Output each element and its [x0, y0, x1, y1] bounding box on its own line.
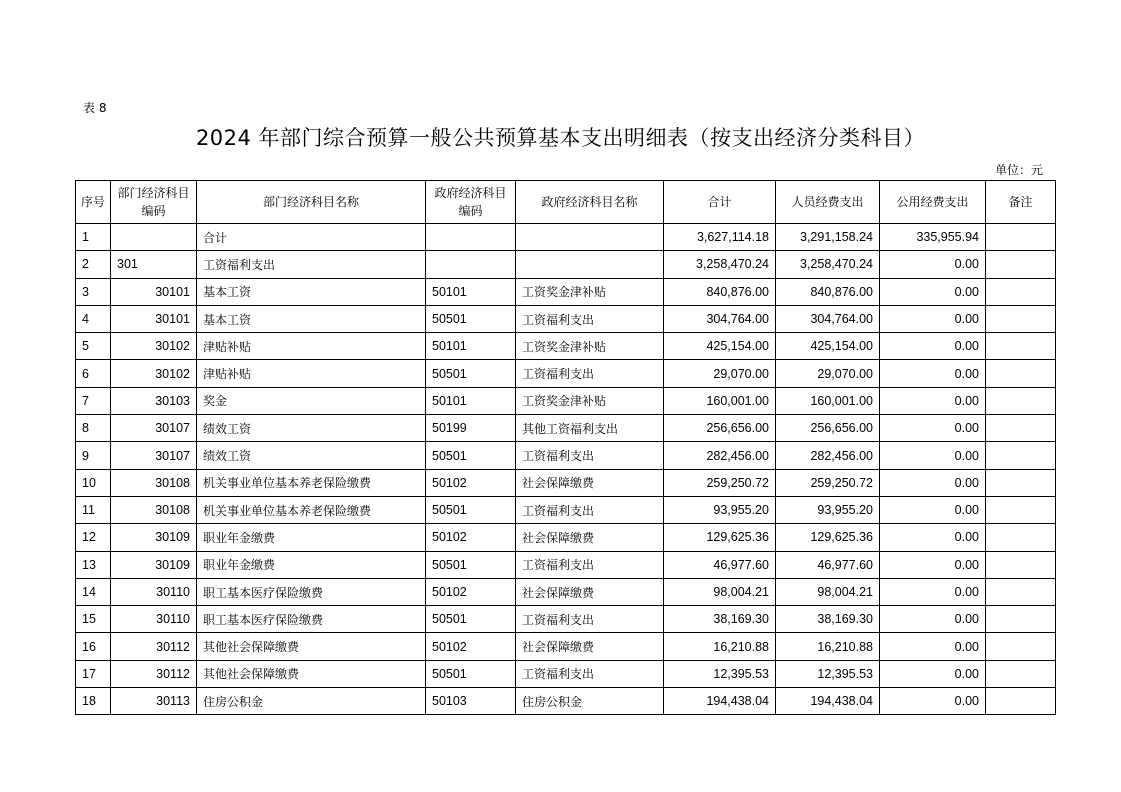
- cell-dept-name: 职业年金缴费: [197, 524, 426, 551]
- cell-gov-code: 50501: [426, 496, 516, 523]
- cell-dept-code: 30110: [111, 606, 197, 633]
- cell-gov-name: 工资福利支出: [516, 551, 664, 578]
- unit-label: 单位：元: [994, 163, 1043, 177]
- cell-gov-code: 50501: [426, 660, 516, 687]
- cell-total: 16,210.88: [664, 633, 776, 660]
- cell-total: 194,438.04: [664, 688, 776, 715]
- cell-gov-name: 社会保障缴费: [516, 578, 664, 605]
- cell-note: [986, 224, 1056, 251]
- cell-dept-code: 30108: [111, 469, 197, 496]
- table-row: [76, 387, 1056, 414]
- cell-gov-code: 50501: [426, 551, 516, 578]
- cell-total: 282,456.00: [664, 442, 776, 469]
- cell-public: 0.00: [880, 496, 986, 523]
- table-row: [76, 305, 1056, 332]
- cell-dept-name: 住房公积金: [197, 688, 426, 715]
- cell-dept-name: 职业年金缴费: [197, 551, 426, 578]
- cell-personnel: 425,154.00: [776, 333, 880, 360]
- cell-gov-name: 社会保障缴费: [516, 633, 664, 660]
- cell-total: 425,154.00: [664, 333, 776, 360]
- cell-gov-code: 50501: [426, 606, 516, 633]
- cell-note: [986, 660, 1056, 687]
- cell-gov-code: 50101: [426, 387, 516, 414]
- cell-note: [986, 606, 1056, 633]
- cell-seq: 16: [76, 633, 111, 660]
- cell-personnel: 3,291,158.24: [776, 224, 880, 251]
- cell-personnel: 256,656.00: [776, 415, 880, 442]
- cell-dept-code: 30110: [111, 578, 197, 605]
- column-header-dept-code: [111, 181, 197, 224]
- cell-public: 0.00: [880, 305, 986, 332]
- cell-seq: 18: [76, 688, 111, 715]
- table-row: [76, 606, 1056, 633]
- cell-seq: 1: [76, 224, 111, 251]
- cell-personnel: 12,395.53: [776, 660, 880, 687]
- column-header-label: 部门经济科目编码: [117, 186, 190, 218]
- cell-seq: 10: [76, 469, 111, 496]
- cell-seq: 11: [76, 496, 111, 523]
- cell-total: 256,656.00: [664, 415, 776, 442]
- cell-personnel: 194,438.04: [776, 688, 880, 715]
- cell-gov-name: [516, 251, 664, 278]
- cell-total: 160,001.00: [664, 387, 776, 414]
- cell-dept-name: 机关事业单位基本养老保险缴费: [197, 496, 426, 523]
- cell-gov-name: 社会保障缴费: [516, 469, 664, 496]
- cell-dept-code: 30109: [111, 524, 197, 551]
- cell-dept-code: 30107: [111, 442, 197, 469]
- cell-dept-code: 30101: [111, 305, 197, 332]
- cell-dept-code: 30112: [111, 633, 197, 660]
- cell-gov-name: [516, 224, 664, 251]
- cell-dept-code: 30102: [111, 360, 197, 387]
- table-row: [76, 633, 1056, 660]
- table-row: [76, 688, 1056, 715]
- cell-public: 335,955.94: [880, 224, 986, 251]
- cell-gov-code: 50501: [426, 360, 516, 387]
- cell-seq: 12: [76, 524, 111, 551]
- cell-gov-name: 工资福利支出: [516, 360, 664, 387]
- cell-total: 129,625.36: [664, 524, 776, 551]
- cell-gov-code: 50102: [426, 633, 516, 660]
- cell-gov-code: 50103: [426, 688, 516, 715]
- cell-seq: 17: [76, 660, 111, 687]
- cell-dept-code: 30112: [111, 660, 197, 687]
- cell-gov-name: 工资奖金津补贴: [516, 387, 664, 414]
- table-row: [76, 333, 1056, 360]
- column-header-total: 合计: [664, 181, 776, 224]
- cell-seq: 9: [76, 442, 111, 469]
- column-header-gov-name: 政府经济科目名称: [516, 181, 664, 224]
- column-header-dept-name: 部门经济科目名称: [197, 181, 426, 224]
- table-row: [76, 551, 1056, 578]
- table-row: [76, 524, 1056, 551]
- cell-note: [986, 633, 1056, 660]
- cell-note: [986, 442, 1056, 469]
- cell-total: 12,395.53: [664, 660, 776, 687]
- cell-total: 46,977.60: [664, 551, 776, 578]
- cell-personnel: 93,955.20: [776, 496, 880, 523]
- cell-gov-code: 50199: [426, 415, 516, 442]
- cell-total: 3,627,114.18: [664, 224, 776, 251]
- cell-dept-name: 津贴补贴: [197, 333, 426, 360]
- cell-dept-name: 机关事业单位基本养老保险缴费: [197, 469, 426, 496]
- cell-public: 0.00: [880, 278, 986, 305]
- cell-seq: 6: [76, 360, 111, 387]
- cell-dept-code: [111, 224, 197, 251]
- cell-dept-name: 其他社会保障缴费: [197, 633, 426, 660]
- cell-personnel: 259,250.72: [776, 469, 880, 496]
- cell-note: [986, 333, 1056, 360]
- cell-seq: 14: [76, 578, 111, 605]
- cell-personnel: 282,456.00: [776, 442, 880, 469]
- table-row: [76, 578, 1056, 605]
- cell-dept-name: 工资福利支出: [197, 251, 426, 278]
- column-header-public: 公用经费支出: [880, 181, 986, 224]
- table-row: [76, 224, 1056, 251]
- cell-dept-name: 基本工资: [197, 305, 426, 332]
- cell-note: [986, 305, 1056, 332]
- cell-gov-code: 50501: [426, 442, 516, 469]
- cell-public: 0.00: [880, 660, 986, 687]
- cell-dept-name: 其他社会保障缴费: [197, 660, 426, 687]
- table-row: [76, 251, 1056, 278]
- cell-public: 0.00: [880, 688, 986, 715]
- cell-note: [986, 688, 1056, 715]
- cell-seq: 4: [76, 305, 111, 332]
- column-header-gov-code: [426, 181, 516, 224]
- table-row: [76, 496, 1056, 523]
- table-row: [76, 660, 1056, 687]
- cell-personnel: 98,004.21: [776, 578, 880, 605]
- cell-public: 0.00: [880, 442, 986, 469]
- cell-total: 840,876.00: [664, 278, 776, 305]
- cell-gov-name: 工资福利支出: [516, 442, 664, 469]
- cell-dept-code: 30103: [111, 387, 197, 414]
- cell-note: [986, 469, 1056, 496]
- cell-public: 0.00: [880, 633, 986, 660]
- cell-gov-name: 工资奖金津补贴: [516, 278, 664, 305]
- column-header-label: 序号: [80, 195, 105, 209]
- cell-personnel: 3,258,470.24: [776, 251, 880, 278]
- cell-gov-name: 工资奖金津补贴: [516, 333, 664, 360]
- cell-note: [986, 551, 1056, 578]
- cell-gov-name: 工资福利支出: [516, 606, 664, 633]
- cell-seq: 13: [76, 551, 111, 578]
- cell-seq: 8: [76, 415, 111, 442]
- cell-seq: 7: [76, 387, 111, 414]
- table-number: 表 8: [83, 101, 107, 115]
- cell-public: 0.00: [880, 469, 986, 496]
- cell-dept-code: 301: [111, 251, 197, 278]
- cell-gov-code: 50102: [426, 578, 516, 605]
- cell-gov-code: 50101: [426, 333, 516, 360]
- table-row: [76, 415, 1056, 442]
- cell-gov-code: 50102: [426, 469, 516, 496]
- column-header-personnel: 人员经费支出: [776, 181, 880, 224]
- cell-public: 0.00: [880, 387, 986, 414]
- cell-public: 0.00: [880, 415, 986, 442]
- cell-gov-code: 50101: [426, 278, 516, 305]
- cell-dept-code: 30108: [111, 496, 197, 523]
- cell-gov-code: 50501: [426, 305, 516, 332]
- cell-seq: 15: [76, 606, 111, 633]
- cell-gov-name: 社会保障缴费: [516, 524, 664, 551]
- cell-public: 0.00: [880, 360, 986, 387]
- cell-personnel: 129,625.36: [776, 524, 880, 551]
- cell-personnel: 304,764.00: [776, 305, 880, 332]
- cell-total: 304,764.00: [664, 305, 776, 332]
- table-row: [76, 278, 1056, 305]
- cell-dept-name: 绩效工资: [197, 442, 426, 469]
- cell-personnel: 840,876.00: [776, 278, 880, 305]
- cell-dept-name: 职工基本医疗保险缴费: [197, 578, 426, 605]
- cell-note: [986, 496, 1056, 523]
- cell-note: [986, 251, 1056, 278]
- cell-seq: 5: [76, 333, 111, 360]
- cell-public: 0.00: [880, 551, 986, 578]
- cell-dept-code: 30107: [111, 415, 197, 442]
- table-row: [76, 360, 1056, 387]
- cell-gov-name: 工资福利支出: [516, 305, 664, 332]
- cell-note: [986, 524, 1056, 551]
- cell-dept-code: 30109: [111, 551, 197, 578]
- cell-gov-name: 工资福利支出: [516, 660, 664, 687]
- cell-gov-name: 住房公积金: [516, 688, 664, 715]
- cell-personnel: 160,001.00: [776, 387, 880, 414]
- cell-note: [986, 578, 1056, 605]
- budget-table: [75, 180, 1056, 715]
- table-row: [76, 442, 1056, 469]
- cell-note: [986, 360, 1056, 387]
- cell-gov-code: [426, 251, 516, 278]
- cell-dept-code: 30101: [111, 278, 197, 305]
- cell-dept-name: 绩效工资: [197, 415, 426, 442]
- cell-total: 29,070.00: [664, 360, 776, 387]
- cell-public: 0.00: [880, 606, 986, 633]
- cell-personnel: 29,070.00: [776, 360, 880, 387]
- cell-seq: 3: [76, 278, 111, 305]
- column-header-note: 备注: [986, 181, 1056, 224]
- cell-dept-name: 职工基本医疗保险缴费: [197, 606, 426, 633]
- cell-dept-name: 合计: [197, 224, 426, 251]
- cell-total: 3,258,470.24: [664, 251, 776, 278]
- table-header-row: [76, 181, 1056, 224]
- cell-note: [986, 415, 1056, 442]
- table-body: [76, 224, 1056, 715]
- cell-total: 38,169.30: [664, 606, 776, 633]
- column-header-seq: [76, 181, 111, 224]
- cell-total: 93,955.20: [664, 496, 776, 523]
- cell-public: 0.00: [880, 524, 986, 551]
- cell-dept-name: 奖金: [197, 387, 426, 414]
- cell-gov-name: 其他工资福利支出: [516, 415, 664, 442]
- page-title: 2024 年部门综合预算一般公共预算基本支出明细表（按支出经济分类科目）: [195, 126, 926, 150]
- cell-gov-code: 50102: [426, 524, 516, 551]
- table-row: [76, 469, 1056, 496]
- cell-personnel: 38,169.30: [776, 606, 880, 633]
- cell-gov-name: 工资福利支出: [516, 496, 664, 523]
- cell-personnel: 16,210.88: [776, 633, 880, 660]
- cell-note: [986, 387, 1056, 414]
- cell-public: 0.00: [880, 251, 986, 278]
- column-header-label: 政府经济科目编码: [434, 186, 507, 218]
- cell-note: [986, 278, 1056, 305]
- cell-public: 0.00: [880, 333, 986, 360]
- cell-personnel: 46,977.60: [776, 551, 880, 578]
- cell-total: 259,250.72: [664, 469, 776, 496]
- cell-public: 0.00: [880, 578, 986, 605]
- cell-dept-code: 30113: [111, 688, 197, 715]
- cell-gov-code: [426, 224, 516, 251]
- cell-dept-name: 基本工资: [197, 278, 426, 305]
- cell-total: 98,004.21: [664, 578, 776, 605]
- cell-dept-code: 30102: [111, 333, 197, 360]
- cell-seq: 2: [76, 251, 111, 278]
- cell-dept-name: 津贴补贴: [197, 360, 426, 387]
